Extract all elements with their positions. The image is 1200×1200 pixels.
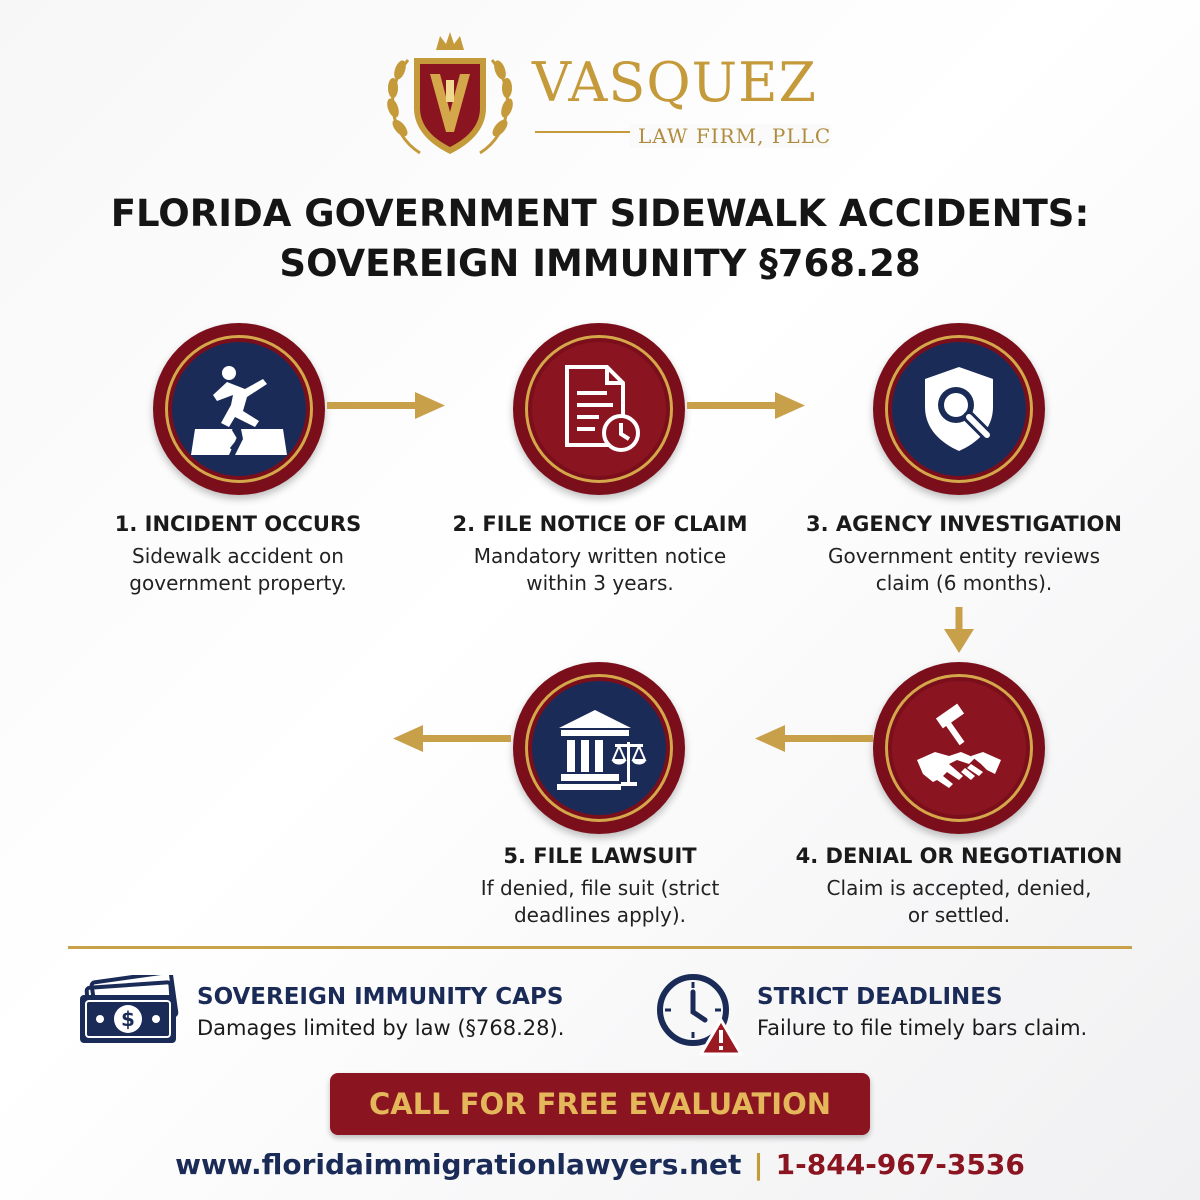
page-title-line-1: FLORIDA GOVERNMENT SIDEWALK ACCIDENTS: [110,192,1090,235]
step-3-circle [873,323,1045,495]
page-title-line-2: SOVEREIGN IMMUNITY §768.28 [279,242,921,285]
svg-text:$: $ [121,1007,135,1031]
step-4-circle [873,662,1045,834]
gavel-handshake-icon [909,698,1009,798]
arrow-left-icon [755,725,873,753]
step-1-circle [153,323,325,495]
step-4-title: 4. DENIAL OR NEGOTIATION [795,844,1123,868]
step-4-description: Claim is accepted, denied, or settled. [826,876,1092,927]
money-bills-icon [78,975,180,1047]
call-for-evaluation-button[interactable]: CALL FOR FREE EVALUATION [330,1073,870,1135]
step-2-circle [513,323,685,495]
feature-caps-title: SOVEREIGN IMMUNITY CAPS [197,984,564,1010]
falling-person-icon [189,359,289,459]
step-5-title: 5. FILE LAWSUIT [503,844,697,868]
footer-separator: | [753,1148,764,1181]
step-1-title: 1. INCIDENT OCCURS [114,512,362,536]
step-5-description: If denied, file suit (strict deadlines apply). [480,876,720,927]
shield-magnifier-icon [909,359,1009,459]
brand-name: VASQUEZ [532,51,818,114]
arrow-right-icon [327,392,445,420]
step-5-circle [513,662,685,834]
step-1-description: Sidewalk accident on government property. [129,544,347,595]
arrow-left-icon [393,725,511,753]
step-3-title: 3. AGENCY INVESTIGATION [806,512,1122,536]
step-2-title: 2. FILE NOTICE OF CLAIM [452,512,748,536]
document-clock-icon [549,359,649,459]
section-divider [68,946,1132,949]
feature-caps-description: Damages limited by law (§768.28). [197,1016,565,1040]
feature-deadlines-description: Failure to file timely bars claim. [757,1016,1088,1040]
clock-warning-icon [655,970,745,1056]
contact-footer [0,1148,1200,1181]
website-link[interactable]: www.floridaimmigrationlawyers.net [175,1148,742,1181]
brand-subtitle: LAW FIRM, PLLC [630,124,831,148]
arrow-right-icon [687,392,805,420]
courthouse-scales-icon [549,698,649,798]
phone-number-link[interactable]: 1-844-967-3536 [775,1148,1025,1181]
firm-emblem-logo [380,28,520,168]
step-2-description: Mandatory written notice within 3 years. [473,544,727,595]
arrow-down-icon [944,607,974,653]
feature-deadlines-title: STRICT DEADLINES [757,984,1003,1010]
step-3-description: Government entity reviews claim (6 months). [827,544,1101,595]
